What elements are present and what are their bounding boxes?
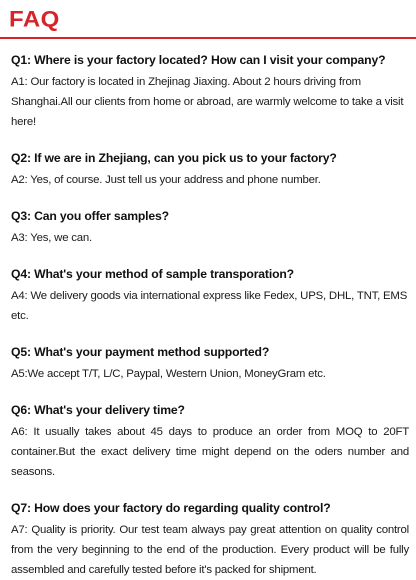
faq-item-3 [11, 207, 409, 248]
faq-item-4 [11, 265, 409, 326]
faq-list [11, 51, 409, 580]
faq-question-6: Q6: What's your delivery time? [11, 403, 185, 417]
faq-question-7: Q7: How does your factory do regarding quality control? [11, 501, 331, 515]
faq-answer-5: A5:We accept T/T, L/C, Paypal, Western Union, MoneyGram etc. [11, 368, 326, 380]
faq-item-1 [11, 51, 409, 132]
faq-question-3: Q3: Can you offer samples? [11, 209, 169, 223]
faq-answer-7: A7: Quality is priority. Our test team always pay great attention on quality control from the very beginning to the end of the production. Every product will be fully assembled and carefully tested before it's packed for shipment. [11, 524, 409, 576]
faq-question-2: Q2: If we are in Zhejiang, can you pick us to your factory? [11, 151, 337, 165]
faq-answer-6: A6: It usually takes about 45 days to produce an order from MOQ to 20FT container.But the exact delivery time might depend on the oders number and seasons. [11, 426, 409, 478]
faq-answer-2: A2: Yes, of course. Just tell us your address and phone number. [11, 174, 321, 186]
faq-logo: FAQ [9, 7, 60, 32]
faq-answer-4: A4: We delivery goods via international express like Fedex, UPS, DHL, TNT, EMS etc. [11, 290, 408, 322]
faq-question-4: Q4: What's your method of sample transporation? [11, 267, 294, 281]
faq-question-1: Q1: Where is your factory located? How can I visit your company? [11, 53, 386, 67]
faq-item-2 [11, 149, 409, 190]
faq-item-7 [11, 499, 409, 580]
faq-answer-3: A3: Yes, we can. [11, 232, 93, 244]
faq-answer-1: A1: Our factory is located in Zhejinag Jiaxing. About 2 hours driving from Shanghai.All our clients from home or abroad, are warmly welcome to take a visit here! [11, 76, 404, 128]
faq-item-5 [11, 343, 409, 384]
header-divider [0, 37, 416, 39]
faq-question-5: Q5: What's your payment method supported? [11, 345, 270, 359]
faq-item-6 [11, 401, 409, 482]
